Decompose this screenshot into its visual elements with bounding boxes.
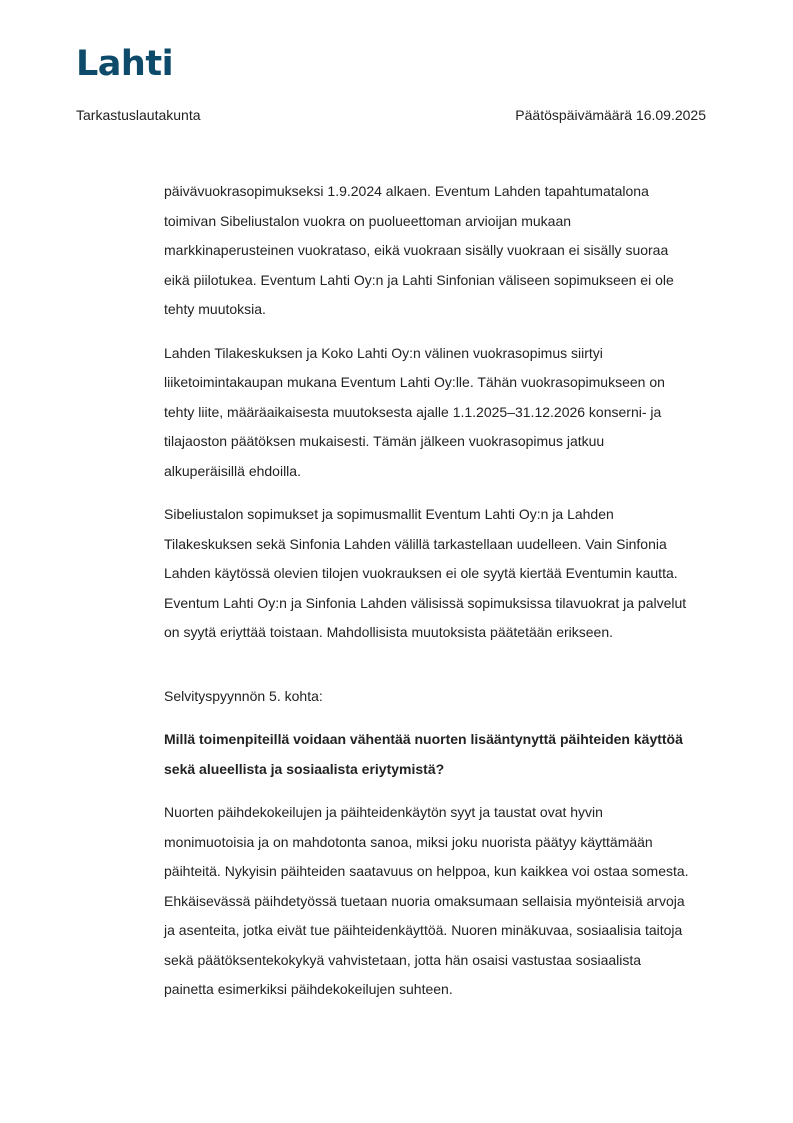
- lahti-logo: Lahti: [76, 44, 174, 84]
- paragraph-contract-review: Sibeliustalon sopimukset ja sopimusmallit Eventum Lahti Oy:n ja Lahden Tilakeskuksen sekä Sinfonia Lahden välillä tarkastellaan uudelleen. Vain Sinfonia Lahden käytössä olevien tilojen vuokrauksen ei ole syytä kiertää Eventumin kautta. Eventum Lahti Oy:n ja Sinfonia Lahden välisissä sopimuksissa tilavuokrat ja palvelut on syytä eriyttää toistaan. Mahdollisista muutoksista päätetään erikseen.: [164, 506, 687, 640]
- paragraph-facility-lease: Lahden Tilakeskuksen ja Koko Lahti Oy:n välinen vuokrasopimus siirtyi liiketoimintakaupan mukana Eventum Lahti Oy:lle. Tähän vuokrasopimukseen on tehty liite, määräaikaisesta muutoksesta ajalle 1.1.2025–31.12.2026 konserni- ja tilajaoston päätöksen mukaisesti. Tämän jälkeen vuokrasopimus jatkuu alkuperäisillä ehdoilla.: [164, 344, 665, 479]
- document-body: [164, 177, 724, 1019]
- section-label: Selvityspyynnön 5. kohta:: [164, 687, 323, 704]
- organization-name: Tarkastuslautakunta: [76, 107, 201, 123]
- paragraph-lease-agreement: päivävuokrasopimukseksi 1.9.2024 alkaen. Eventum Lahden tapahtumatalona toimivan Sibeliustalon vuokra on puolueettoman arvioijan mukaan markkinaperusteinen vuokrataso, eikä vuokraan sisälly vuokraan ei sisälly suoraa eikä piilotukea. Eventum Lahti Oy:n ja Lahti Sinfonian väliseen sopimukseen ei ole tehty muutoksia.: [164, 183, 674, 317]
- decision-date: Päätöspäivämäärä 16.09.2025: [515, 107, 706, 123]
- question-heading: Millä toimenpiteillä voidaan vähentää nuorten lisääntynyttä päihteiden käyttöä sekä alueellista ja sosiaalista eriytymistä?: [164, 731, 683, 777]
- answer-paragraph: Nuorten päihdekokeilujen ja päihteidenkäytön syyt ja taustat ovat hyvin monimuotoisia ja on mahdotonta sanoa, miksi joku nuorista päätyy käyttämään päihteitä. Nykyisin päihteiden saatavuus on helppoa, kun kaikkea voi ostaa somesta. Ehkäisevässä päihdetyössä tuetaan nuoria omaksumaan sellaisia myönteisiä arvoja ja asenteita, jotka eivät tue päihteidenkäyttöä. Nuoren minäkuvaa, sosiaalisia taitoja sekä päätöksentekokykyä vahvistetaan, jotta hän osaisi vastustaa sosiaalista painetta esimerkiksi päihdekokeilujen suhteen.: [164, 804, 689, 997]
